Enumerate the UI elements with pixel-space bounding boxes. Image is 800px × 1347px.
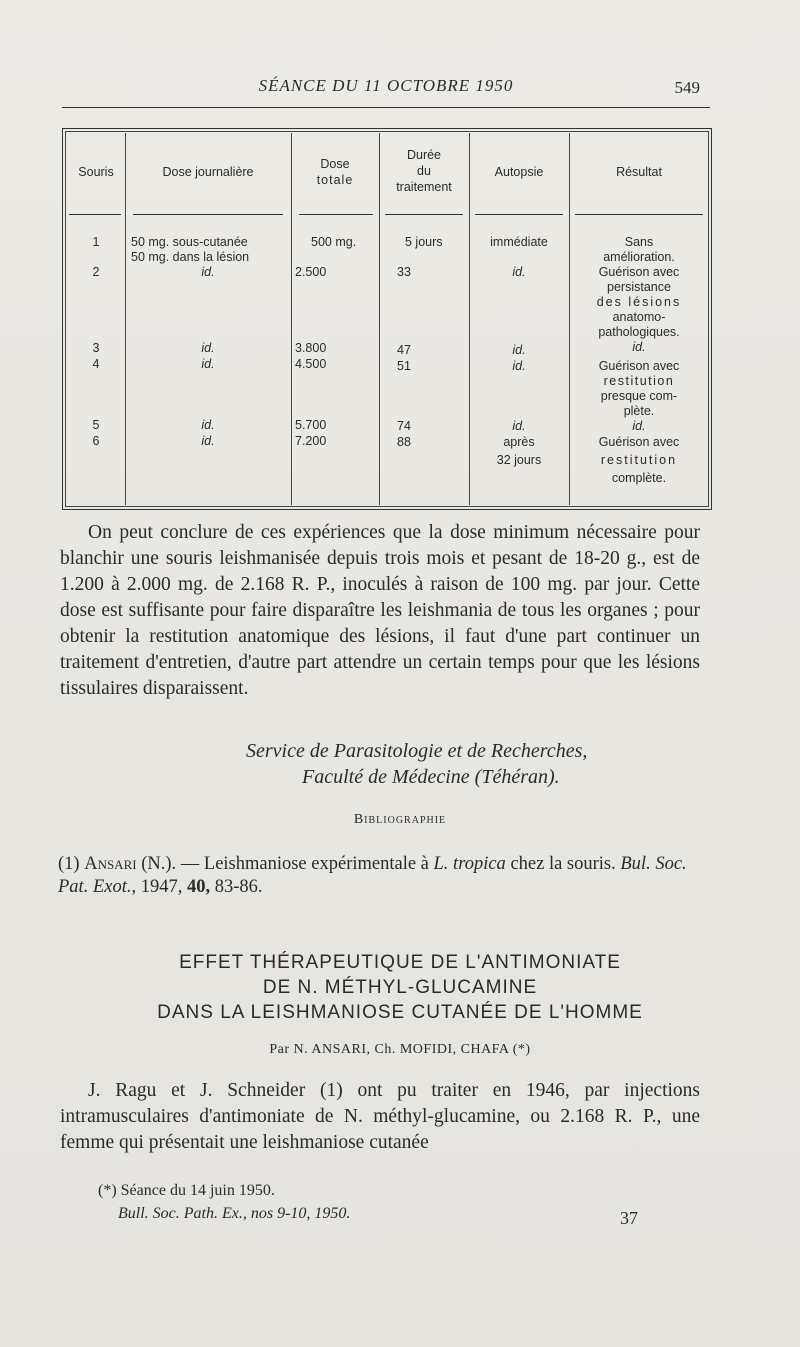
- row1-resultat-2: amélioration.: [603, 250, 675, 264]
- row2-dose-j: id.: [201, 265, 215, 279]
- row3-resultat: id.: [632, 340, 646, 354]
- row5-dose-t: 5.700: [295, 418, 327, 432]
- row5-souris: 5: [92, 418, 100, 432]
- ref-species: L. tropica: [433, 854, 506, 874]
- running-title: SÉANCE DU 11 OCTOBRE 1950: [258, 76, 514, 95]
- article-title-line-2: DE N. MÉTHYL-GLUCAMINE: [262, 977, 538, 998]
- bibliography-title: Bibliographie: [353, 812, 447, 827]
- row5-duree: 74: [397, 419, 411, 433]
- row6-dose-j: id.: [201, 434, 215, 448]
- row6-resultat-3: complète.: [611, 471, 667, 485]
- signature-line-1: Service de Parasitologie et de Recherches,: [246, 740, 588, 762]
- row6-duree: 88: [397, 435, 411, 449]
- header-duree-1: Durée: [406, 148, 442, 162]
- header-duree-3: traitement: [396, 180, 452, 194]
- header-dose-journaliere: Dose journalière: [162, 165, 254, 179]
- header-duree-2: du: [417, 164, 431, 178]
- row4-resultat-3: presque com-: [600, 389, 678, 403]
- row1-duree: 5 jours: [405, 235, 443, 249]
- row2-resultat-2: persistance: [607, 280, 671, 294]
- ref-text-2: chez la souris.: [510, 854, 616, 874]
- results-table: [62, 128, 712, 510]
- footnote-line-1: (*) Séance du 14 juin 1950.: [98, 1182, 275, 1199]
- row3-dose-j: id.: [201, 341, 215, 355]
- ref-pages: 83-86.: [214, 877, 263, 897]
- row4-duree: 51: [397, 359, 411, 373]
- row2-souris: 2: [92, 265, 100, 279]
- row2-resultat-3: des lésions: [596, 295, 682, 309]
- row3-duree: 47: [397, 343, 411, 357]
- header-resultat: Résultat: [616, 165, 662, 179]
- row4-souris: 4: [92, 357, 100, 371]
- row2-resultat-5: pathologiques.: [598, 325, 680, 339]
- header-autopsie: Autopsie: [494, 165, 544, 179]
- row6-autopsie-1: après: [503, 435, 535, 449]
- row1-resultat-1: Sans: [624, 235, 654, 249]
- article-authors: Par N. ANSARI, Ch. MOFIDI, CHAFA (*): [269, 1042, 531, 1057]
- row2-resultat-1: Guérison avec: [598, 265, 680, 279]
- article-title-line-1: EFFET THÉRAPEUTIQUE DE L'ANTIMONIATE: [179, 952, 621, 973]
- article-title-line-3: DANS LA LEISHMANIOSE CUTANÉE DE L'HOMME: [157, 1002, 643, 1023]
- row5-autopsie: id.: [512, 419, 526, 433]
- row5-dose-j: id.: [201, 418, 215, 432]
- row4-dose-t: 4.500: [295, 357, 327, 371]
- conclusion-paragraph: [60, 520, 700, 702]
- row5-resultat: id.: [632, 419, 646, 433]
- row3-souris: 3: [92, 341, 100, 355]
- header-rule: [62, 107, 710, 108]
- intro-paragraph: [60, 1078, 700, 1156]
- conclusion-text: On peut conclure de ces expériences que la dose minimum nécessaire pour blanchir une souris leishmanisée depuis trois mois et pesant de 18-20 g., est de 1.200 à 2.000 mg. de 2.168 R. P., inoculés à raison de 100 mg. par jour. Cette dose est suffisante pour faire disparaître les leishmania de tous les organes ; pour obtenir la restitution anatomique des lésions, il faut d'une part continuer un traitement d'entretien, d'autre part attendre un certain temps pour que les lésions tissulaires disparaissent.: [60, 522, 700, 699]
- ref-author: Ansari (N.).: [84, 854, 177, 874]
- row1-dose-j-1: 50 mg. sous-cutanée: [131, 235, 248, 249]
- row1-dose-t: 500 mg.: [311, 235, 357, 249]
- row6-resultat-1: Guérison avec: [598, 435, 680, 449]
- ref-number: (1): [58, 854, 80, 874]
- running-header: [62, 76, 710, 106]
- row2-autopsie: id.: [512, 265, 526, 279]
- row4-resultat-1: Guérison avec: [598, 359, 680, 373]
- row6-dose-t: 7.200: [295, 434, 327, 448]
- row1-dose-j-2: 50 mg. dans la lésion: [131, 250, 250, 264]
- ref-journal: Bul. Soc. Pat. Exot.,: [58, 854, 687, 897]
- row3-autopsie: id.: [512, 343, 526, 357]
- ref-text-1: — Leishmaniose expérimentale à: [180, 854, 429, 874]
- bibliography-reference: [58, 853, 698, 899]
- row4-autopsie: id.: [512, 359, 526, 373]
- row3-dose-t: 3.800: [295, 341, 327, 355]
- ref-volume: 40,: [186, 877, 211, 897]
- row2-duree: 33: [397, 265, 411, 279]
- page-number: 549: [674, 78, 700, 97]
- ref-year: 1947,: [140, 877, 183, 897]
- row6-autopsie-2: 32 jours: [496, 453, 542, 467]
- row6-souris: 6: [92, 434, 100, 448]
- row1-souris: 1: [92, 235, 100, 249]
- footnote-line-2: Bull. Soc. Path. Ex., nos 9-10, 1950.: [118, 1205, 351, 1222]
- row4-dose-j: id.: [201, 357, 215, 371]
- row4-resultat-2: restitution: [603, 374, 675, 388]
- intro-text: J. Ragu et J. Schneider (1) ont pu traiter en 1946, par injections intramusculaires d'antimoniate de N. méthyl-glucamine, ou 2.168 R. P., une femme qui présentait une leishmaniose cutanée: [60, 1080, 700, 1153]
- row4-resultat-4: plète.: [623, 404, 655, 418]
- header-dose-totale-2: totale: [316, 173, 354, 187]
- sheet-number: 37: [620, 1208, 638, 1228]
- row2-resultat-4: anatomo-: [612, 310, 666, 324]
- row1-autopsie: immédiate: [490, 235, 548, 249]
- header-dose-totale-1: Dose: [320, 157, 350, 171]
- signature-line-2: Faculté de Médecine (Téhéran).: [302, 766, 560, 788]
- row6-resultat-2: restitution: [600, 453, 678, 467]
- row2-dose-t: 2.500: [295, 265, 327, 279]
- header-souris: Souris: [78, 165, 114, 179]
